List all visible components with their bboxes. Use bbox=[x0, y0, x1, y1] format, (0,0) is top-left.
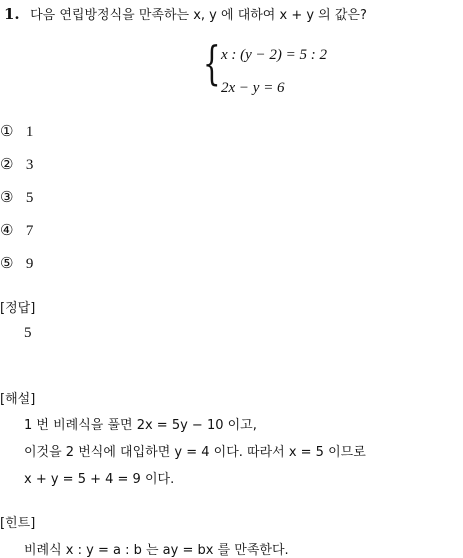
option-2[interactable] bbox=[0, 155, 33, 174]
option-4[interactable] bbox=[0, 221, 33, 240]
explanation-line: x + y = 5 + 4 = 9 이다. bbox=[24, 472, 175, 487]
option-value: 9 bbox=[25, 256, 34, 272]
question-number: 1. bbox=[4, 5, 20, 23]
option-3[interactable] bbox=[0, 188, 33, 207]
hint-heading: [힌트] bbox=[0, 516, 36, 531]
option-value: 1 bbox=[25, 124, 34, 140]
option-value: 3 bbox=[25, 157, 34, 173]
explanation-line: 이것을 2 번식에 대입하면 y = 4 이다. 따라서 x = 5 이므로 bbox=[24, 445, 366, 460]
explanation-line: 1 번 비례식을 풀면 2x = 5y − 10 이고, bbox=[24, 418, 257, 433]
equation-2: 2x − y = 6 bbox=[221, 80, 285, 96]
option-value: 5 bbox=[25, 190, 34, 206]
equation-1: x : (y − 2) = 5 : 2 bbox=[221, 47, 328, 63]
option-value: 7 bbox=[25, 223, 34, 239]
question-text: 다음 연립방정식을 만족하는 x, y 에 대하여 x + y 의 값은? bbox=[30, 8, 367, 23]
system-brace: { bbox=[203, 36, 221, 90]
option-1[interactable] bbox=[0, 122, 33, 141]
option-marker: ② bbox=[0, 155, 14, 173]
option-marker: ① bbox=[0, 122, 14, 140]
explanation-heading: [해설] bbox=[0, 392, 36, 407]
option-marker: ④ bbox=[0, 221, 14, 239]
option-marker: ⑤ bbox=[0, 254, 14, 272]
option-marker: ③ bbox=[0, 188, 14, 206]
answer-value: 5 bbox=[24, 325, 32, 341]
hint-text: 비례식 x : y = a : b 는 ay = bx 를 만족한다. bbox=[24, 543, 289, 558]
option-5[interactable] bbox=[0, 254, 33, 273]
question bbox=[4, 4, 367, 23]
answer-heading: [정답] bbox=[0, 301, 36, 316]
